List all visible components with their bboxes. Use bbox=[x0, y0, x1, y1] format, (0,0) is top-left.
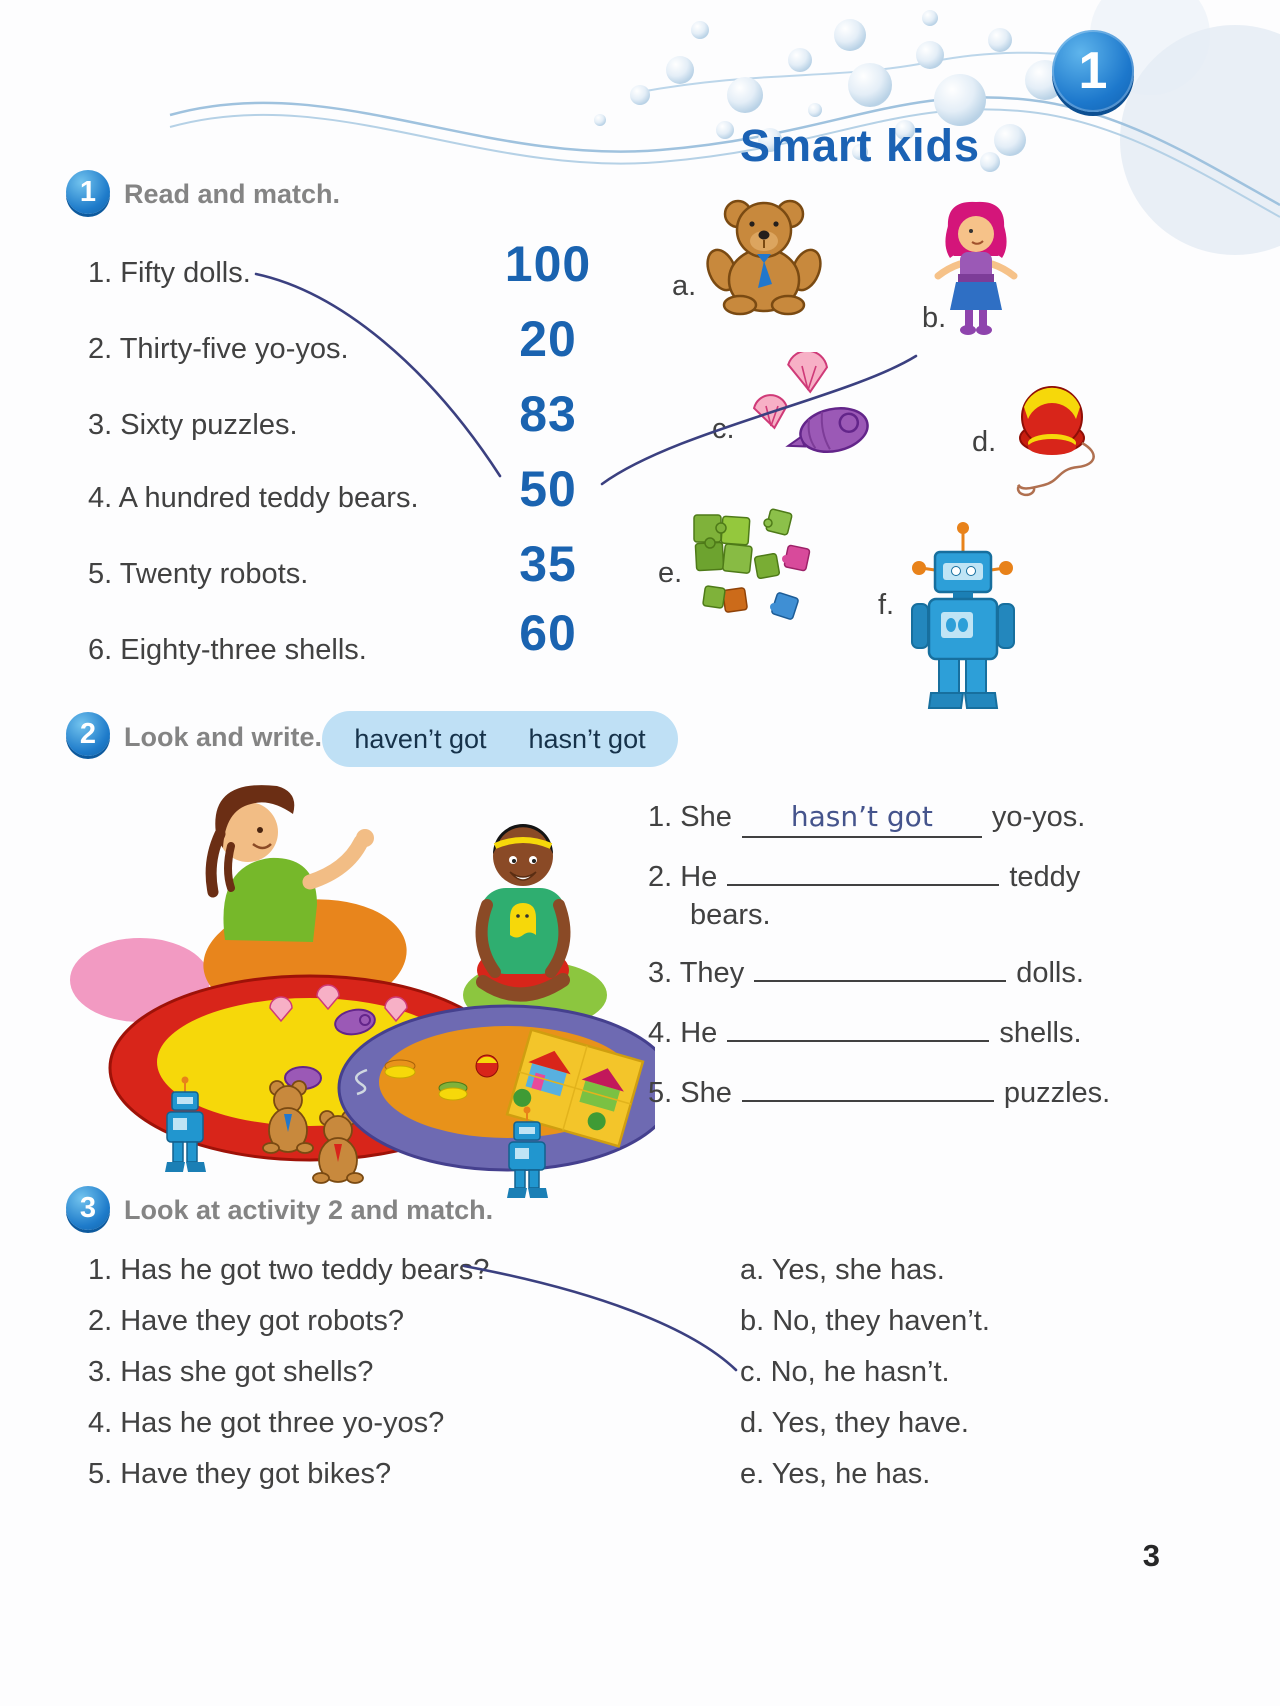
activity2-scene-illustration bbox=[55, 770, 655, 1202]
a2-sentence-2 bbox=[648, 858, 1128, 896]
a1-number-35[interactable]: 35 bbox=[519, 536, 577, 592]
picture-label-e: e. bbox=[658, 557, 683, 589]
sentence-continuation: bears. bbox=[690, 899, 771, 931]
a2-sentence-1 bbox=[648, 798, 1128, 838]
a1-item-4[interactable]: 4. A hundred teddy bears. bbox=[88, 482, 419, 514]
word-bank-option-2[interactable]: hasn’t got bbox=[528, 723, 646, 754]
a3-answer-a[interactable]: a. Yes, she has. bbox=[740, 1254, 945, 1286]
sentence-suffix: yo-yos. bbox=[991, 801, 1086, 833]
word-bank bbox=[322, 711, 678, 767]
a3-question-2[interactable]: 2. Have they got robots? bbox=[88, 1305, 404, 1337]
a1-number-83[interactable]: 83 bbox=[519, 386, 577, 442]
a1-item-1[interactable]: 1. Fifty dolls. bbox=[88, 257, 251, 289]
sentence-suffix: puzzles. bbox=[1003, 1077, 1111, 1109]
sentence-suffix: teddy bbox=[1009, 861, 1081, 893]
boy-figure bbox=[477, 824, 569, 995]
page-number: 3 bbox=[1142, 1538, 1160, 1573]
a1-item-5[interactable]: 5. Twenty robots. bbox=[88, 558, 309, 590]
a2-sentence-4 bbox=[648, 1014, 1128, 1052]
a2-blank-5[interactable] bbox=[742, 1100, 994, 1102]
teddy-bear-picture[interactable] bbox=[700, 192, 830, 317]
a3-answer-b[interactable]: b. No, they haven’t. bbox=[740, 1305, 990, 1337]
unit-title: Smart kids bbox=[739, 120, 981, 171]
activity3-number: 3 bbox=[79, 1191, 97, 1224]
a1-item-2[interactable]: 2. Thirty-five yo-yos. bbox=[88, 333, 349, 365]
picture-label-f: f. bbox=[878, 589, 895, 621]
a2-sentence-5 bbox=[648, 1074, 1128, 1112]
unit-number-badge bbox=[1052, 30, 1134, 112]
a3-answer-d[interactable]: d. Yes, they have. bbox=[740, 1407, 969, 1439]
a2-sentence-3 bbox=[648, 954, 1128, 992]
picture-label-c: c. bbox=[712, 413, 735, 445]
a1-number-50[interactable]: 50 bbox=[519, 461, 577, 517]
picture-label-b: b. bbox=[922, 302, 947, 334]
sentence-prefix: 2. He bbox=[648, 861, 718, 893]
picture-label-d: d. bbox=[972, 426, 997, 458]
sentence-prefix: 3. They bbox=[648, 957, 745, 989]
a1-item-6[interactable]: 6. Eighty-three shells. bbox=[88, 634, 367, 666]
robot-picture[interactable] bbox=[905, 518, 1020, 714]
activity3-title: Look at activity 2 and match. bbox=[124, 1195, 494, 1225]
sentence-prefix: 1. She bbox=[648, 801, 732, 833]
a3-question-4[interactable]: 4. Has he got three yo-yos? bbox=[88, 1407, 445, 1439]
yo-yo-picture[interactable] bbox=[1000, 383, 1112, 503]
word-bank-option-1[interactable]: haven’t got bbox=[354, 723, 487, 754]
match-line-item1-to-50 bbox=[256, 274, 500, 476]
a1-number-100[interactable]: 100 bbox=[504, 236, 592, 292]
a2-blank-3[interactable] bbox=[754, 980, 1006, 982]
picture-label-a: a. bbox=[672, 270, 697, 302]
a3-answer-e[interactable]: e. Yes, he has. bbox=[740, 1458, 931, 1490]
a3-question-1[interactable]: 1. Has he got two teddy bears? bbox=[88, 1254, 490, 1286]
a3-question-5[interactable]: 5. Have they got bikes? bbox=[88, 1458, 392, 1490]
sentence-suffix: shells. bbox=[999, 1017, 1082, 1049]
puzzles-picture[interactable] bbox=[682, 503, 824, 627]
sentence-prefix: 5. She bbox=[648, 1077, 732, 1109]
unit-number: 1 bbox=[1078, 42, 1108, 100]
activity1-badge bbox=[66, 170, 110, 214]
activity2-number: 2 bbox=[79, 717, 97, 750]
shells-picture[interactable] bbox=[742, 352, 874, 460]
sentence-prefix: 4. He bbox=[648, 1017, 718, 1049]
activity3-badge bbox=[66, 1186, 110, 1230]
a3-question-3[interactable]: 3. Has she got shells? bbox=[88, 1356, 374, 1388]
activity1-number: 1 bbox=[79, 175, 97, 208]
activity2-badge bbox=[66, 712, 110, 756]
a1-number-60[interactable]: 60 bbox=[519, 605, 577, 661]
a2-blank-1[interactable]: hasn’t got bbox=[742, 798, 982, 838]
a1-item-3[interactable]: 3. Sixty puzzles. bbox=[88, 409, 298, 441]
activity2-title: Look and write. bbox=[124, 722, 323, 752]
a2-sentence-2-continuation bbox=[648, 896, 1170, 934]
sentence-suffix: dolls. bbox=[1016, 957, 1084, 989]
activity1-title: Read and match. bbox=[124, 179, 341, 209]
a2-blank-2[interactable] bbox=[727, 884, 999, 886]
a1-number-20[interactable]: 20 bbox=[519, 311, 577, 367]
a3-answer-c[interactable]: c. No, he hasn’t. bbox=[740, 1356, 950, 1388]
a2-blank-4[interactable] bbox=[727, 1040, 989, 1042]
